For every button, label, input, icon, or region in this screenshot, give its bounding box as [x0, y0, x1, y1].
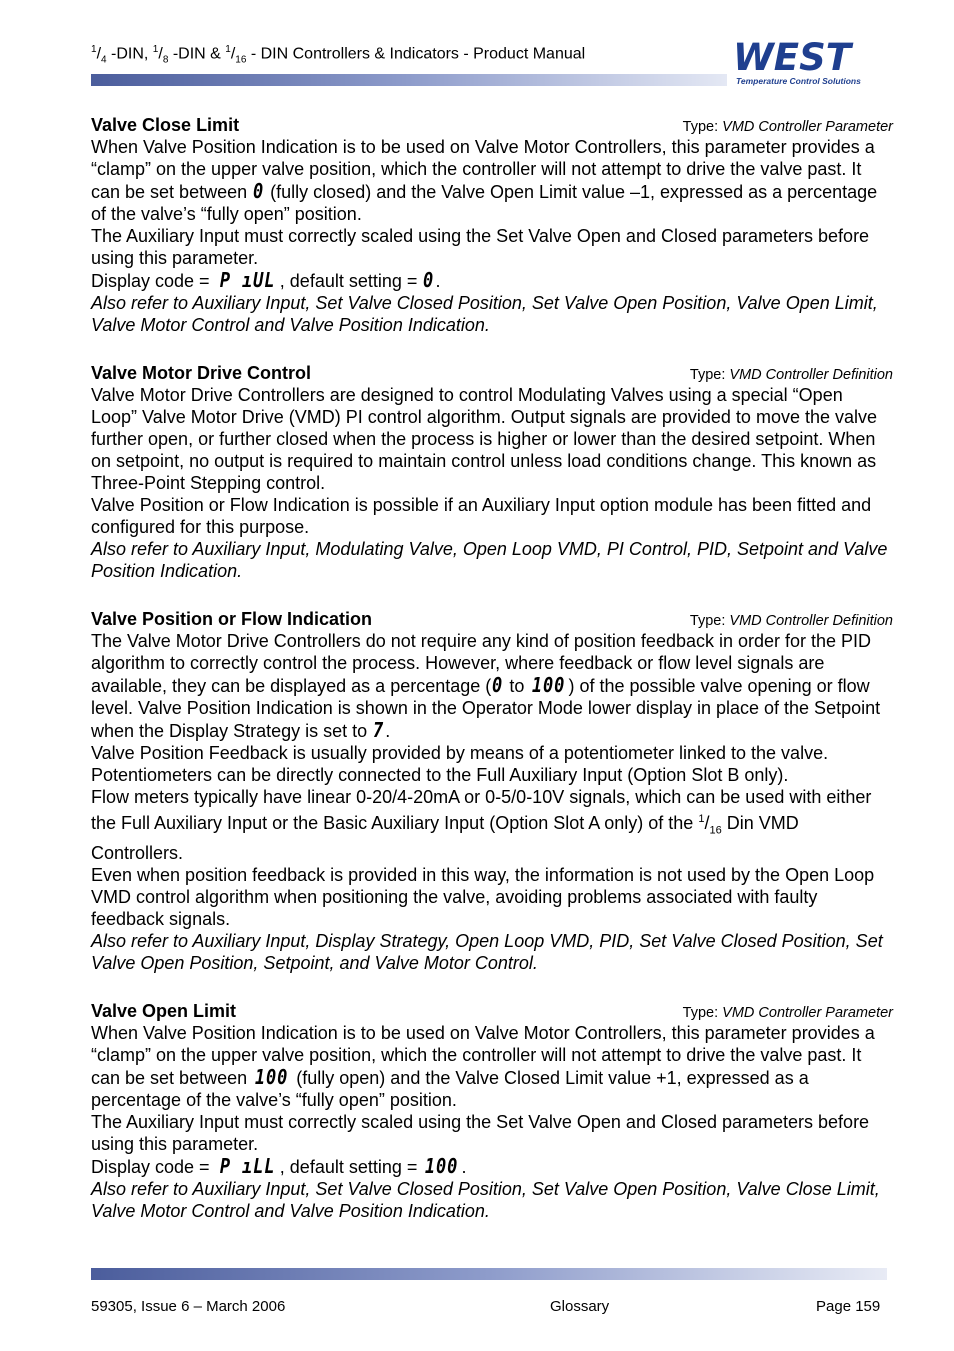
text: , default setting = — [279, 271, 423, 291]
fraction-denominator: 8 — [162, 54, 169, 66]
fraction-denominator: 16 — [709, 824, 722, 837]
section-type — [683, 116, 893, 138]
display-code: P ıUL — [219, 268, 275, 292]
section-valve-motor-drive-control — [91, 362, 893, 582]
text: Display code = — [91, 271, 215, 291]
see-also: Also refer to Auxiliary Input, Set Valve Closed Position, Set Valve Open Position, Valve Close Limit, Valve Motor Control and Valve Position Indication. — [91, 1178, 880, 1221]
text: . — [435, 271, 441, 291]
paragraph: Even when position feedback is provided in this way, the information is not used by the Open Loop VMD control algorithm when positioning the valve, avoiding problems associated with faulty feedback signals. — [91, 864, 875, 929]
display-code: 0 — [492, 673, 504, 697]
paragraph: Valve Position or Flow Indication is possible if an Auxiliary Input option module has been fitted and configured for this purpose. — [91, 495, 872, 537]
paragraph — [91, 269, 893, 292]
section-heading — [91, 608, 893, 630]
text: Flow meters typically have linear 0-20/4-20mA or 0-5/0-10V signals, which can be used with either the Full Auxiliary Input or the Basic Auxiliary Input (Option Slot A only) of the — [91, 787, 872, 833]
display-code: 100 — [532, 673, 566, 697]
text: to — [504, 676, 530, 696]
logo-wordmark: WEST — [733, 36, 851, 79]
section-heading — [91, 114, 893, 136]
text: When Valve Position Indication is to be used on Valve Motor Controllers, this parameter provides a “clamp” on the upper valve position, which the controller will not attempt to drive the valve past. It can be set between — [91, 1022, 875, 1088]
footer-section: Glossary — [550, 1298, 610, 1315]
text: , default setting = — [279, 1156, 423, 1177]
header-divider — [91, 74, 727, 86]
section-heading — [91, 362, 893, 384]
paragraph — [91, 136, 893, 225]
section-title: Valve Close Limit — [91, 115, 240, 135]
text: . — [385, 721, 391, 741]
section-valve-open-limit — [91, 1000, 893, 1222]
type-label: Type: — [682, 119, 723, 135]
fraction-denominator: 16 — [235, 54, 247, 66]
text: (fully open) and the Valve Closed Limit value +1, expressed as a percentage of the valve’s “fully open” position. — [91, 1067, 809, 1110]
display-code: 100 — [425, 1153, 459, 1178]
section-valve-position-flow-indication — [91, 608, 893, 974]
see-also: Also refer to Auxiliary Input, Set Valve Closed Position, Set Valve Open Position, Valve Open Limit, Valve Motor Control and Valve Position Indication. — [91, 293, 878, 335]
paragraph: Flow meters typically have linear 0-20/4-20mA or 0-5/0-10V signals, which can be used with either the Full Auxiliary Input or the Basic Auxiliary Input (Option Slot A only) of the $^1/_{16}$ Din VMD Controllers. — [91, 787, 872, 863]
page-header-title: $^1/_4$ -DIN, $^1/_8$ -DIN & $^1/_{16}$ - DIN Controllers & Indicators - Product Manual — [91, 44, 586, 66]
section-title: Valve Motor Drive Control — [91, 363, 312, 383]
text: The Valve Motor Drive Controllers do not require any kind of position feedback in order for the PID algorithm to correctly control the process. However, where feedback or flow level signals are available, they can be displayed as a percentage ( — [91, 631, 872, 696]
fraction-numerator: 1 — [225, 44, 231, 55]
see-also: Also refer to Auxiliary Input, Display Strategy, Open Loop VMD, PID, Set Valve Closed Position, Set Valve Open Position, Setpoint, and Valve Motor Control. — [91, 930, 883, 973]
type-label: Type: — [689, 613, 730, 629]
type-value: VMD Controller Definition — [729, 613, 893, 629]
paragraph: The Auxiliary Input must correctly scaled using the Set Valve Open and Closed parameters before using this parameter. — [91, 1111, 870, 1154]
footer-divider — [91, 1268, 887, 1280]
paragraph — [91, 1022, 893, 1111]
section-title: Valve Open Limit — [91, 1000, 237, 1021]
paragraph: The Auxiliary Input must correctly scaled using the Set Valve Open and Closed parameters before using this parameter. — [91, 226, 870, 268]
header-text: -DIN & — [168, 45, 226, 63]
paragraph — [91, 630, 893, 742]
type-value: VMD Controller Parameter — [722, 119, 893, 135]
display-code: 7 — [373, 718, 385, 742]
type-value: VMD Controller Parameter — [722, 1004, 893, 1021]
text: ) of the possible valve opening or flow level. Valve Position Indication is shown in the Operator Mode lower display in place of the Setpoint when the Display Strategy is set to — [91, 676, 881, 741]
text: Din VMD Controllers. — [91, 813, 799, 863]
logo-tagline: Temperature Control Solutions — [736, 76, 861, 86]
text: (fully closed) and the Valve Open Limit value –1, expressed as a percentage of the valve’s “fully open” position. — [91, 182, 878, 224]
header-text: - DIN Controllers & Indicators - Product Manual — [246, 45, 586, 63]
text: . — [461, 1156, 467, 1177]
fraction-numerator: 1 — [91, 44, 97, 55]
display-code: 0 — [253, 179, 265, 203]
section-valve-close-limit — [91, 114, 893, 336]
footer-doc-ref: 59305, Issue 6 – March 2006 — [91, 1298, 286, 1315]
display-code: P ıLL — [219, 1153, 275, 1178]
fraction-denominator: 4 — [101, 54, 107, 66]
section-type — [690, 364, 893, 386]
section-title: Valve Position or Flow Indication — [91, 609, 373, 629]
fraction-numerator: 1 — [152, 44, 159, 55]
footer-page-number: Page 159 — [816, 1298, 881, 1315]
type-label: Type: — [682, 1004, 723, 1021]
display-code: 100 — [255, 1064, 289, 1089]
section-type — [683, 1002, 893, 1024]
header-text: -DIN, — [106, 45, 153, 63]
type-label: Type: — [689, 367, 730, 383]
glossary-content — [91, 114, 893, 1248]
see-also: Also refer to Auxiliary Input, Modulating Valve, Open Loop VMD, PI Control, PID, Setpoint and Valve Position Indication. — [91, 539, 888, 581]
text: Display code = — [91, 1156, 215, 1177]
section-heading — [91, 1000, 893, 1022]
text: When Valve Position Indication is to be used on Valve Motor Controllers, this parameter provides a “clamp” on the upper valve position, which the controller will not attempt to drive the valve past. It can be set between — [91, 137, 875, 202]
type-value: VMD Controller Definition — [729, 367, 893, 383]
paragraph: Valve Position Feedback is usually provided by means of a potentiometer linked to the valve. Potentiometers can be directly connected to the Full Auxiliary Input (Option Slot B only). — [91, 743, 829, 785]
display-code: 0 — [423, 268, 435, 292]
section-type — [690, 610, 893, 632]
fraction-numerator: 1 — [698, 813, 705, 825]
paragraph: Valve Motor Drive Controllers are designed to control Modulating Valves using a special “Open Loop” Valve Motor Drive (VMD) PI control algorithm. Output signals are provided to move the valve further open, or further closed when the process is higher or lower than the desired setpoint. When on setpoint, no output is required to maintain control unless load conditions change. This known as Three-Point Stepping control. — [91, 385, 878, 493]
west-logo — [733, 36, 887, 92]
paragraph — [91, 1155, 893, 1178]
